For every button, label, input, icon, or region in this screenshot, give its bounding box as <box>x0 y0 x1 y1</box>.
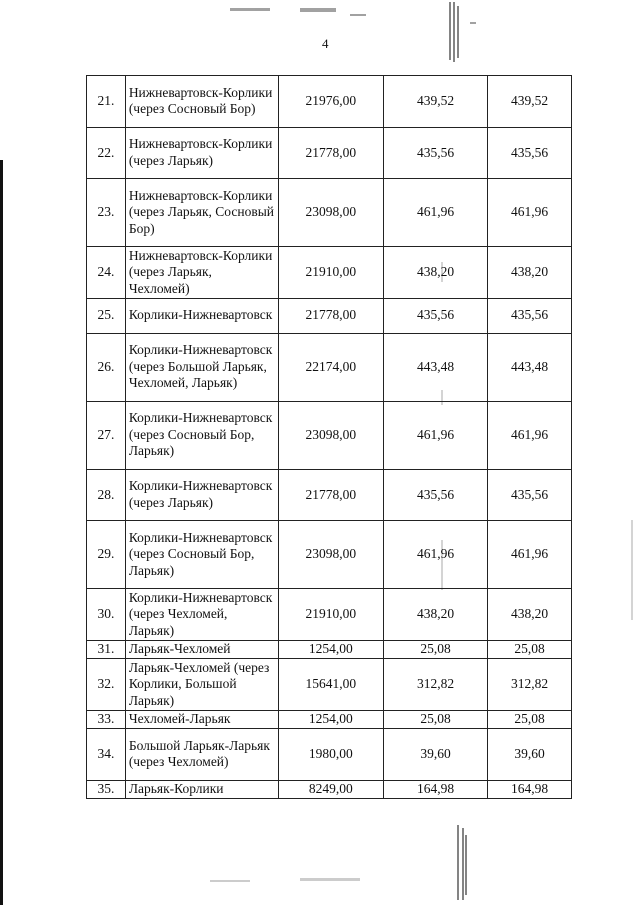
row-number: 31. <box>87 640 126 659</box>
row-number: 26. <box>87 333 126 401</box>
route-name: Корлики-Нижневартовск (через Ларьяк) <box>125 469 278 521</box>
fare-price: 21976,00 <box>278 76 383 128</box>
fare-value-1: 435,56 <box>383 127 487 179</box>
row-number: 34. <box>87 729 126 781</box>
fare-price: 1254,00 <box>278 710 383 729</box>
fare-value-1: 435,56 <box>383 298 487 333</box>
table-row <box>87 589 572 641</box>
row-number: 35. <box>87 780 126 799</box>
table-row <box>87 780 572 799</box>
fare-price: 22174,00 <box>278 333 383 401</box>
fare-value-2: 443,48 <box>488 333 572 401</box>
row-number: 27. <box>87 401 126 469</box>
table-row <box>87 469 572 521</box>
row-number: 33. <box>87 710 126 729</box>
fare-value-2: 461,96 <box>488 179 572 247</box>
fare-value-2: 312,82 <box>488 659 572 711</box>
fare-value-1: 25,08 <box>383 640 487 659</box>
fare-value-1: 164,98 <box>383 780 487 799</box>
route-name: Корлики-Нижневартовск <box>125 298 278 333</box>
table-row <box>87 521 572 589</box>
fare-price: 21778,00 <box>278 298 383 333</box>
fare-price: 23098,00 <box>278 179 383 247</box>
row-number: 23. <box>87 179 126 247</box>
fare-value-1: 461,96 <box>383 401 487 469</box>
table-row <box>87 640 572 659</box>
table-row <box>87 401 572 469</box>
fare-value-2: 438,20 <box>488 589 572 641</box>
table-row <box>87 710 572 729</box>
route-name: Большой Ларьяк-Ларьяк (через Чехломей) <box>125 729 278 781</box>
fare-value-2: 438,20 <box>488 247 572 299</box>
route-name: Нижневартовск-Корлики (через Ларьяк, Чехломей) <box>125 247 278 299</box>
fare-value-1: 439,52 <box>383 76 487 128</box>
row-number: 25. <box>87 298 126 333</box>
route-name: Нижневартовск-Корлики (через Сосновый Бор) <box>125 76 278 128</box>
fare-price: 21910,00 <box>278 247 383 299</box>
route-name: Корлики-Нижневартовск (через Большой Ларьяк, Чехломей, Ларьяк) <box>125 333 278 401</box>
fare-value-2: 435,56 <box>488 469 572 521</box>
row-number: 30. <box>87 589 126 641</box>
fare-value-2: 435,56 <box>488 298 572 333</box>
table-row <box>87 333 572 401</box>
fare-value-1: 312,82 <box>383 659 487 711</box>
fare-value-2: 39,60 <box>488 729 572 781</box>
row-number: 28. <box>87 469 126 521</box>
fare-value-2: 461,96 <box>488 401 572 469</box>
fares-table <box>86 75 572 799</box>
table-row <box>87 76 572 128</box>
fare-price: 1254,00 <box>278 640 383 659</box>
route-name: Чехломей-Ларьяк <box>125 710 278 729</box>
fare-value-1: 461,96 <box>383 521 487 589</box>
fare-value-1: 435,56 <box>383 469 487 521</box>
route-name: Корлики-Нижневартовск (через Сосновый Бор, Ларьяк) <box>125 401 278 469</box>
fare-value-2: 164,98 <box>488 780 572 799</box>
fare-value-2: 439,52 <box>488 76 572 128</box>
page-number: 4 <box>322 36 329 51</box>
row-number: 24. <box>87 247 126 299</box>
fare-value-2: 25,08 <box>488 640 572 659</box>
fare-price: 1980,00 <box>278 729 383 781</box>
table-row <box>87 127 572 179</box>
fare-value-1: 25,08 <box>383 710 487 729</box>
fare-value-2: 25,08 <box>488 710 572 729</box>
fare-value-2: 435,56 <box>488 127 572 179</box>
fare-price: 21778,00 <box>278 469 383 521</box>
route-name: Ларьяк-Чехломей (через Корлики, Большой Ларьяк) <box>125 659 278 711</box>
row-number: 22. <box>87 127 126 179</box>
fare-price: 23098,00 <box>278 521 383 589</box>
route-name: Нижневартовск-Корлики (через Ларьяк) <box>125 127 278 179</box>
table-row <box>87 298 572 333</box>
fare-price: 8249,00 <box>278 780 383 799</box>
route-name: Корлики-Нижневартовск (через Сосновый Бор, Ларьяк) <box>125 521 278 589</box>
row-number: 21. <box>87 76 126 128</box>
fare-value-2: 461,96 <box>488 521 572 589</box>
table-row <box>87 179 572 247</box>
route-name: Ларьяк-Чехломей <box>125 640 278 659</box>
table-row <box>87 659 572 711</box>
row-number: 32. <box>87 659 126 711</box>
row-number: 29. <box>87 521 126 589</box>
fare-value-1: 461,96 <box>383 179 487 247</box>
route-name: Нижневартовск-Корлики (через Ларьяк, Сосновый Бор) <box>125 179 278 247</box>
fare-price: 21910,00 <box>278 589 383 641</box>
fare-price: 15641,00 <box>278 659 383 711</box>
fare-value-1: 438,20 <box>383 247 487 299</box>
fare-value-1: 438,20 <box>383 589 487 641</box>
route-name: Ларьяк-Корлики <box>125 780 278 799</box>
fare-price: 21778,00 <box>278 127 383 179</box>
fare-value-1: 39,60 <box>383 729 487 781</box>
route-name: Корлики-Нижневартовск (через Чехломей, Ларьяк) <box>125 589 278 641</box>
table-row <box>87 247 572 299</box>
table-row <box>87 729 572 781</box>
fare-value-1: 443,48 <box>383 333 487 401</box>
fare-price: 23098,00 <box>278 401 383 469</box>
